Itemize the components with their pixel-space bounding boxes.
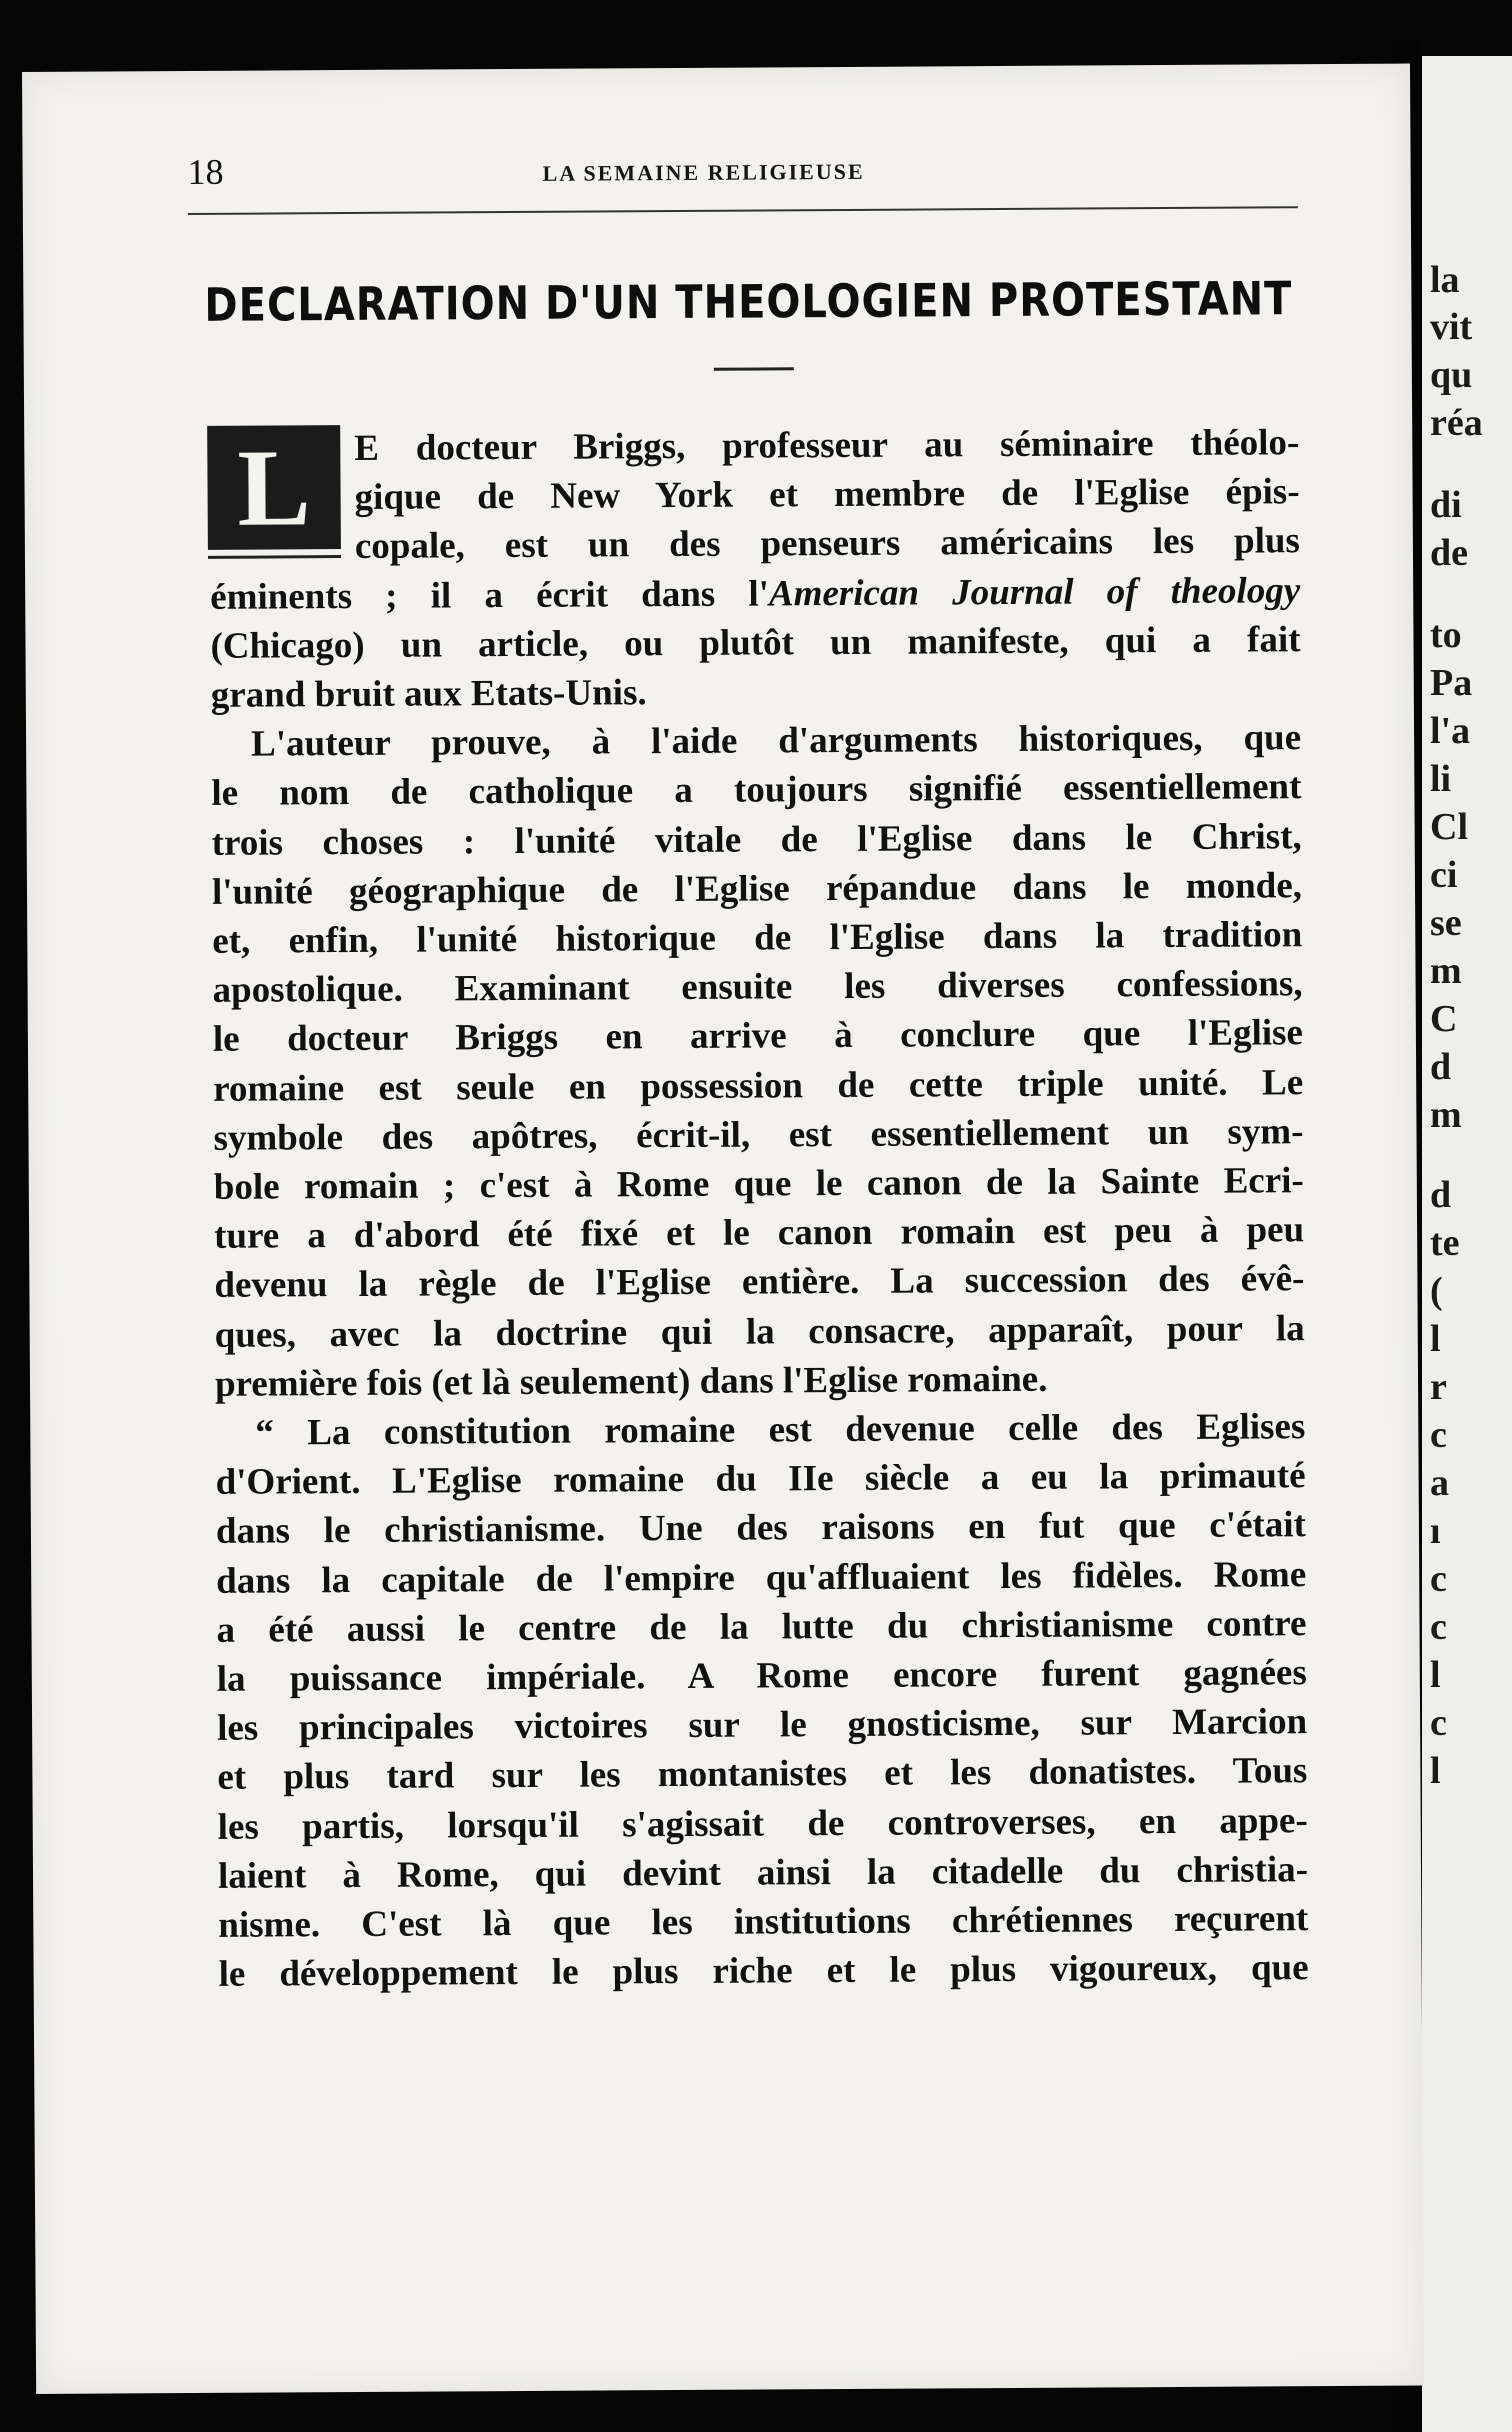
text-line: devenu la règle de l'Eglise entière. La succession des évê-: [214, 1258, 1305, 1307]
text-line: copale, est un des penseurs américains les plus: [354, 520, 1301, 568]
text-line: “ La constitution romaine est devenue celle des Eglises: [255, 1406, 1306, 1454]
text-line: bole romain ; c'est à Rome que le canon de la Sainte Ecri-: [213, 1160, 1304, 1208]
adjacent-text-fragment: C: [1430, 998, 1458, 1040]
text-line: dans le christianisme. Une des raisons en fut que c'était: [215, 1504, 1307, 1553]
adjacent-text-fragment: se: [1430, 902, 1462, 944]
text-line: l'unité géographique de l'Eglise répandue dans le monde,: [211, 864, 1303, 913]
adjacent-text-fragment: m: [1430, 950, 1462, 992]
text-line: le développement le plus riche et le plus vigoureux, que: [218, 1947, 1309, 1996]
text-line: d'Orient. L'Eglise romaine du IIe siècle a eu la primauté: [215, 1455, 1306, 1504]
text-line: gique de New York et membre de l'Eglise épis-: [354, 471, 1300, 519]
title-divider: [714, 367, 794, 370]
adjacent-text-fragment: c: [1430, 1606, 1447, 1648]
text-line: E docteur Briggs, professeur au séminaire théolo-: [354, 422, 1300, 469]
adjacent-text-fragment: ı: [1430, 1510, 1441, 1552]
adjacent-text-fragment: c: [1430, 1414, 1447, 1456]
adjacent-text-fragment: c: [1430, 1702, 1447, 1744]
adjacent-text-fragment: ci: [1430, 854, 1458, 896]
text-line: les principales victoires sur le gnosticisme, sur Marcion: [216, 1701, 1308, 1750]
adjacent-text-fragment: a: [1430, 1462, 1449, 1504]
adjacent-text-fragment: r: [1430, 1366, 1447, 1408]
text-line: nisme. C'est là que les institutions chrétiennes reçurent: [218, 1898, 1309, 1946]
text-line: L'auteur prouve, à l'aide d'arguments historiques, que: [250, 717, 1302, 765]
adjacent-text-fragment: c: [1430, 1558, 1447, 1600]
adjacent-text-fragment: di: [1430, 484, 1462, 526]
text-line: le nom de catholique a toujours signifié essentiellement: [211, 766, 1302, 815]
adjacent-text-fragment: vit: [1430, 306, 1473, 348]
adjacent-text-fragment: réa: [1430, 402, 1483, 444]
text-line: la puissance impériale. A Rome encore furent gagnées: [216, 1652, 1307, 1700]
running-title: LA SEMAINE RELIGIEUSE: [542, 158, 865, 186]
text-line: le docteur Briggs en arrive à conclure que l'Eglise: [212, 1012, 1304, 1061]
text-line: ques, avec la doctrine qui la consacre, apparaît, pour la: [214, 1307, 1305, 1356]
adjacent-text-fragment: te: [1430, 1222, 1460, 1264]
adjacent-text-fragment: qu: [1430, 354, 1473, 396]
adjacent-text-fragment: Cl: [1430, 806, 1468, 848]
text-line: symbole des apôtres, écrit-il, est essentiellement un sym-: [213, 1110, 1304, 1159]
book-page: [22, 64, 1424, 2394]
journal-citation: American Journal of theology: [768, 569, 1301, 615]
adjacent-text-fragment: de: [1430, 532, 1468, 574]
text-line: trois choses : l'unité vitale de l'Eglise dans le Christ,: [211, 815, 1302, 864]
adjacent-text-fragment: l: [1430, 1654, 1441, 1696]
article-title: DECLARATION D'UN THEOLOGIEN PROTESTANT: [204, 272, 1293, 333]
text-line: grand bruit aux Etats-Unis.: [210, 672, 647, 716]
text-line: et, enfin, l'unité historique de l'Eglise dans la tradition: [212, 914, 1303, 962]
text-line: les partis, lorsqu'il s'agissait de controverses, en appe-: [217, 1799, 1308, 1848]
adjacent-text-fragment: l: [1430, 1750, 1441, 1792]
drop-cap-rule: [208, 555, 341, 559]
adjacent-text-fragment: l'a: [1430, 710, 1471, 752]
adjacent-text-fragment: m: [1430, 1094, 1462, 1136]
text-line: et plus tard sur les montanistes et les donatistes. Tous: [217, 1750, 1308, 1799]
text-line: première fois (et là seulement) dans l'Eglise romaine.: [214, 1358, 1048, 1405]
text-line: ture a d'abord été fixé et le canon romain est peu à peu: [213, 1209, 1305, 1258]
adjacent-text-fragment: la: [1430, 259, 1460, 301]
adjacent-text-fragment: l: [1430, 1318, 1441, 1360]
adjacent-text-fragment: d: [1430, 1174, 1452, 1216]
adjacent-page-edge: [1422, 56, 1512, 2432]
text-line: romaine est seule en possession de cette triple unité. Le: [213, 1061, 1304, 1110]
text-line: apostolique. Examinant ensuite les diverses confessions,: [212, 963, 1303, 1012]
text-line: laient à Rome, qui devint ainsi la citadelle du christia-: [217, 1848, 1309, 1897]
drop-cap-ornament: L: [207, 425, 341, 550]
adjacent-text-fragment: li: [1430, 758, 1452, 800]
text-line: éminents ; il a écrit dans l'American Journal of theology: [210, 569, 1301, 618]
text-line: dans la capitale de l'empire qu'affluaient les fidèles. Rome: [216, 1553, 1307, 1602]
page-number: 18: [187, 151, 224, 192]
adjacent-text-fragment: Pa: [1430, 662, 1473, 704]
adjacent-text-fragment: d: [1430, 1046, 1452, 1088]
adjacent-text-fragment: to: [1430, 614, 1462, 656]
text-line: (Chicago) un article, ou plutôt un manifeste, qui a fait: [210, 618, 1301, 667]
header-rule: [188, 206, 1298, 215]
text-line: a été aussi le centre de la lutte du christianisme contre: [216, 1602, 1307, 1651]
adjacent-text-fragment: (: [1430, 1270, 1443, 1312]
